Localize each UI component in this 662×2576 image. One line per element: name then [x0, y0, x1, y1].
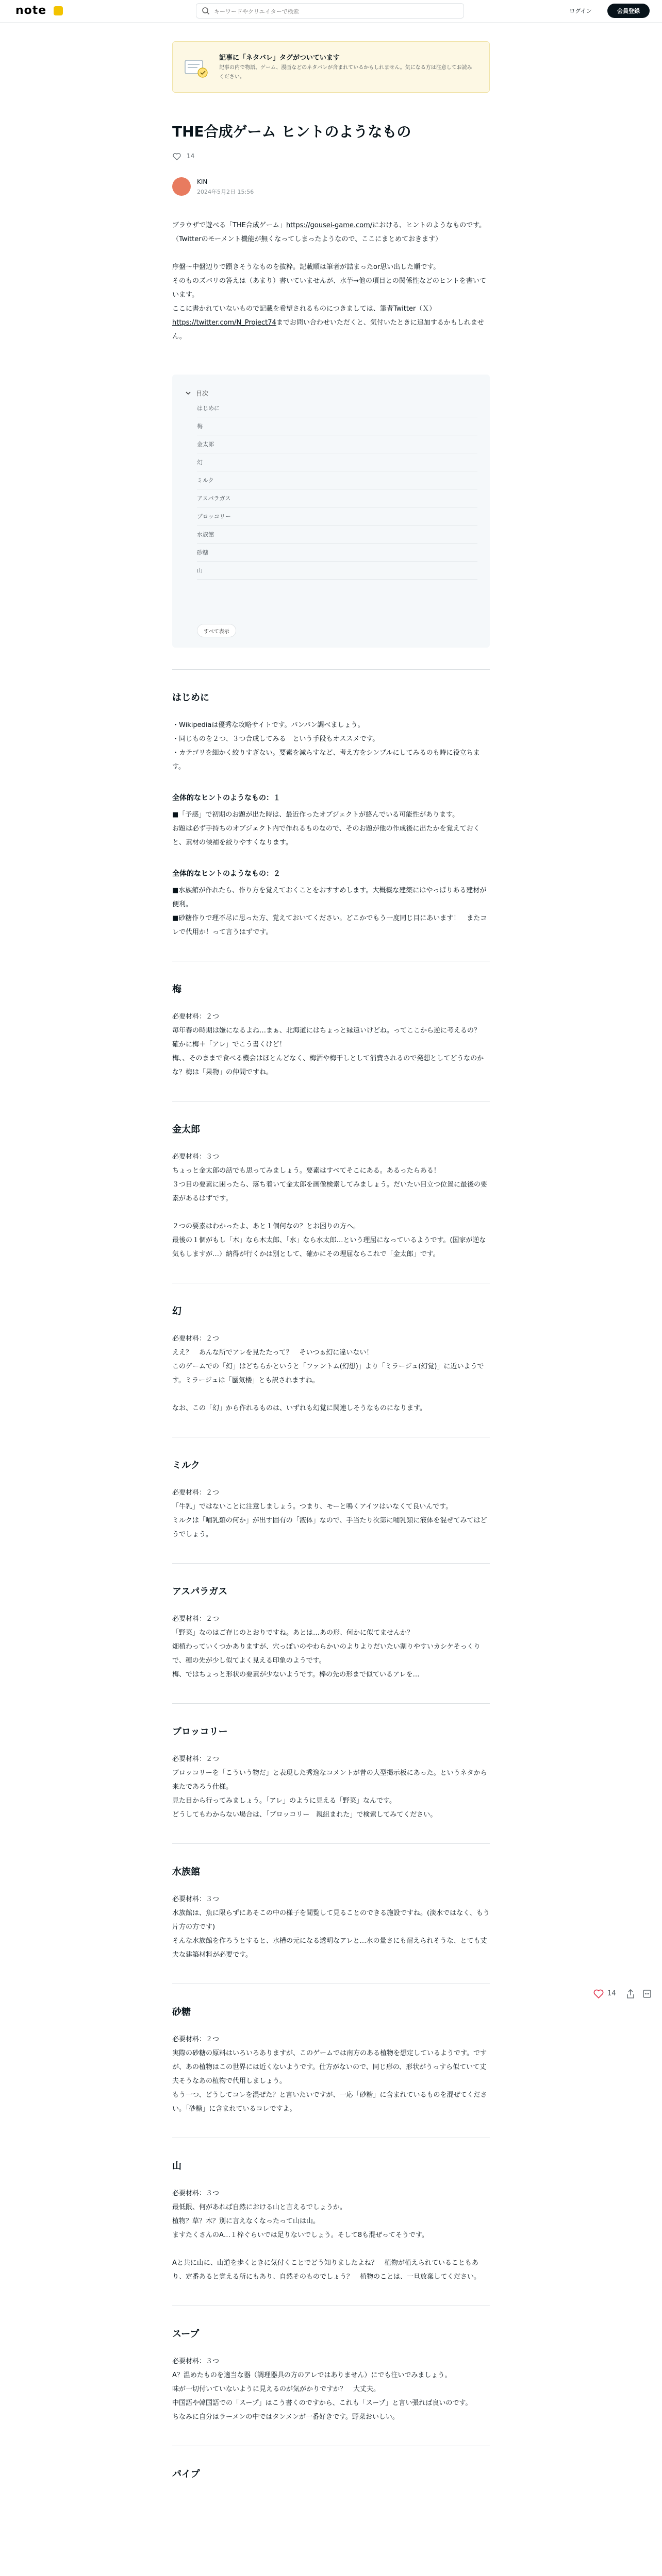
section-heading: スープ	[172, 2329, 200, 2340]
section-heading: 砂糖	[172, 2007, 191, 2018]
section-line: 「野菜」なのはご存じのとおりですね。あとは…あの形、何かに似てませんか？	[172, 1629, 414, 1637]
logo-badge-icon	[54, 6, 63, 15]
login-button[interactable]: ログイン	[564, 4, 597, 18]
heart-icon[interactable]	[172, 152, 181, 161]
top-navigation-bar	[0, 0, 662, 23]
section-line: ミルクは「哺乳類の何か」が出す固有の「液体」なので、手当たり次第に哺乳類に液体を混ぜてみてはどうでしょう。	[172, 1517, 487, 1538]
article-title: THE合成ゲーム ヒントのようなもの	[172, 123, 411, 140]
section-line: Aと共に山に、山道を歩くときに気付くことでどう知りましたよね？ 植物が植えられていることもあり、定番あると覚える所にもあり、自然そのものでしょう？ 植物のことは、一旦放棄してください。	[172, 2259, 481, 2281]
search-input[interactable]	[214, 6, 456, 17]
toc-item[interactable]: ミルク	[197, 471, 477, 489]
section-line: 梅、ではちょっと形状の要素が少ないようです。棒の先の形まで似ているアレを…	[172, 1671, 420, 1679]
search-icon	[202, 7, 210, 15]
heart-icon[interactable]	[593, 1988, 604, 1999]
section-asparagus	[172, 1585, 490, 1682]
section-milk	[172, 1459, 490, 1541]
section-pipe	[172, 2468, 490, 2481]
section-line: 最後の１個がもし「木」なら木太郎、「水」なら水太郎…という理屈になっているようです。(国家が逆な気もしますが…）納得が行くかは別として、確かにその理屈ならこれで「金太郎」です。	[172, 1236, 486, 1258]
section-line: 実際の砂糖の原料はいろいろありますが、このゲームでは南方のある植物を想定しているようです。ですが、あの植物はこの世界には近くないようです。仕方がないので、同じ形の、形状がうっすら似ていて丈夫そうなあの植物で代用しましょう。	[172, 2049, 487, 2085]
toc-item[interactable]: 山	[197, 562, 477, 580]
section-line: 必要材料：２つ	[172, 2036, 220, 2043]
section-suizokukan	[172, 1866, 490, 1962]
twitter-url-link[interactable]: https://twitter.com/N_Project74	[172, 319, 276, 327]
section-line: 「牛乳」ではないことに注意しましょう。つまり、モーと鳴くアイツはいなくて良いんです。	[172, 1503, 453, 1511]
author-name[interactable]: KIN	[197, 178, 208, 185]
subsection-heading: 全体的なヒントのようなもの：１	[172, 794, 280, 802]
game-url-link[interactable]: https://gousei-game.com/	[286, 222, 373, 229]
chevron-down-icon	[185, 389, 192, 397]
divider	[172, 1563, 490, 1564]
section-line: ３つ目の要素に困ったら、落ち着いて金太郎を画像検索してみましょう。だいたい目立つ位置に最後の要素があるはずです。	[172, 1181, 488, 1202]
section-line: ・Wikipediaは優秀な攻略サイトです。バンバン調べましょう。	[172, 721, 365, 729]
toc-header[interactable]	[185, 387, 477, 399]
section-heading: パイプ	[172, 2469, 200, 2480]
section-line: ２つの要素はわかったよ、あと１個何なの？とお困りの方へ。	[172, 1223, 360, 1230]
section-heading: ミルク	[172, 1460, 200, 1471]
author-block[interactable]	[172, 176, 490, 199]
section-line: 味が一切付いていないように見えるのが気がかりですか？ 大丈夫。	[172, 2385, 380, 2393]
floating-actions	[593, 1986, 655, 2002]
section-line: 梅、、そのままで食べる機会はほとんどなく、梅酒や梅干しとして消費されるので発想としてどうなのかな？梅は「果物」の仲間ですね。	[172, 1055, 484, 1076]
divider	[172, 669, 490, 670]
intro-text: ブラウザで遊べる「THE合成ゲーム」	[172, 222, 286, 229]
section-line: 必要材料：２つ	[172, 1489, 220, 1497]
section-soup	[172, 2328, 490, 2424]
toc-item[interactable]: 砂糖	[197, 544, 477, 562]
section-line: ちょっと金太郎の話でも思ってみましょう。要素はすべてそこにある。あるったらある！	[172, 1167, 440, 1175]
section-line: ええ？ あんな所でアレを見たたって？ そいつぁ幻に違いない！	[172, 1349, 373, 1357]
table-of-contents	[172, 375, 490, 648]
intro-text: までお問い合わせいただくと、気付いたときに追加するかもしれません。	[172, 319, 484, 341]
section-line: もう一つ、どうしてコレを混ぜた？と言いたいですが、一応「砂糖」に含まれているものを混ぜてください。「砂糖」に含まれているコレですよ。	[172, 2091, 487, 2113]
section-line: 必要材料：３つ	[172, 2358, 220, 2365]
section-line: お題は必ず手持ちのオブジェクト内で作れるものなので、そのお題が他の作成後に出たかを覚えておくと、素材の候補を絞りやすくなります。	[172, 825, 480, 846]
intro-text: における、ヒントのようなものです。	[372, 222, 486, 229]
spoiler-illustration-icon	[181, 53, 210, 82]
section-yama	[172, 2160, 490, 2284]
section-maboroshi	[172, 1305, 490, 1415]
toc-heading: 目次	[196, 389, 209, 397]
toc-show-all-button[interactable]: すべて表示	[197, 624, 236, 637]
section-kintaro	[172, 1123, 490, 1261]
toc-item[interactable]: 水族館	[197, 526, 477, 544]
section-line: ■「予感」で初期のお題が出た時は、最近作ったオブジェクトが絡んでいる可能性があります。	[172, 811, 459, 819]
intro-paragraph	[172, 302, 490, 344]
section-line: A？温めたものを適当な器（調理器具の方のアレではありません）にでも注いでみましょう。	[172, 2371, 452, 2379]
intro-paragraph: 序盤〜中盤辺りで躓きそうなものを抜粋。記載順は筆者が詰まったor思い出した順です。	[172, 263, 440, 271]
toc-item[interactable]: ブロッコリー	[197, 507, 477, 526]
section-line: 畑植わっていくつかありますが、穴っぽいのやわらかいのよりよりだいたい割りやすいカシケそっくりで、穂の先が少し似てよく見える印象のようです。	[172, 1643, 481, 1665]
section-ume	[172, 983, 490, 1079]
section-line: ■砂糖作りで理不尽に思った方、覚えておいてください。どこかでもう一度同じ目にあいます！ またコレで代用か！って言うはずです。	[172, 914, 487, 936]
section-heading: 水族館	[172, 1867, 200, 1877]
section-hajimeni	[172, 691, 490, 939]
section-line: どうしてもわからない場合は、「ブロッコリー 親組まれた」で検索してみてください。	[172, 1811, 437, 1819]
share-icon[interactable]	[625, 1988, 636, 1999]
section-line: ちなみに自分はラーメンの中ではタンメンが一番好きです。野菜おいしい。	[172, 2413, 399, 2421]
section-line: 見た目から行ってみましょう。「アレ」のように見える「野菜」なんです。	[172, 1797, 396, 1805]
section-heading: 幻	[172, 1306, 181, 1317]
section-line: 必要材料：３つ	[172, 2190, 220, 2197]
section-line: 必要材料：３つ	[172, 1895, 220, 1903]
section-line: 毎年春の時期は嫌になるよね…まぁ、北海道にはちょっと縁遠いけどね。ってここから逆に考えるの？ 確かに梅＋「アレ」でこう書くけど！	[172, 1027, 488, 1048]
toc-item[interactable]: 梅	[197, 417, 477, 435]
divider	[172, 1843, 490, 1844]
section-line: ブロッコリーを「こういう物だ」と表現した秀逸なコメントが昔の大型掲示板にあった。というネタから来たであろう仕様。	[172, 1769, 487, 1791]
section-line: 必要材料：２つ	[172, 1755, 220, 1763]
more-options-icon[interactable]	[641, 1988, 653, 1999]
section-line: そんな水族館を作ろうとすると、水槽の元になる透明なアレと…水の量さにも耐えられそうな、とても丈夫な建築材料が必要です。	[172, 1937, 487, 1959]
section-line: このゲームでの「幻」はどちらかというと「ファントム(幻想)」より「ミラージュ(幻覚)」に近いようです。ミラージュは「蜃気楼」とも訳されますね。	[172, 1363, 484, 1384]
intro-paragraph: （Twitterのモーメント機能が無くなってしまったようなので、ここにまとめておきます）	[172, 235, 442, 243]
like-row	[172, 151, 490, 162]
spoiler-notice-title: 記事に「ネタバレ」タグがついています	[219, 54, 340, 62]
section-line: ますたくさんのA…１枠ぐらいでは足りないでしょう。そして8も混ぜってそうです。	[172, 2231, 428, 2239]
section-line: 中国語や韓国語での「スープ」はこう書くのですから、これも「スープ」と言い張れば良いのです。	[172, 2399, 472, 2407]
section-heading: 山	[172, 2161, 181, 2172]
section-sato	[172, 2006, 490, 2116]
intro-paragraph: そのものズバリの答えは（あまり）書いていませんが、水芋→他の項目との関係性などのヒントを書いています。	[172, 277, 486, 299]
section-line: なお、この「幻」から作れるものは、いずれも幻覚に関連しそうなものになります。	[172, 1404, 426, 1412]
section-heading: 梅	[172, 984, 181, 995]
publish-date: 2024年5月2日 15:56	[197, 189, 254, 195]
section-line: ・同じものを２つ、３つ合成してみる という手段もオススメです。	[172, 735, 379, 743]
toc-item[interactable]: 幻	[197, 453, 477, 471]
toc-item[interactable]: はじめに	[197, 399, 477, 417]
signup-button[interactable]: 会員登録	[607, 4, 650, 18]
section-heading: はじめに	[172, 692, 209, 703]
section-heading: ブロッコリー	[172, 1726, 228, 1737]
intro-body	[172, 218, 490, 344]
subsection-heading: 全体的なヒントのようなもの：２	[172, 870, 280, 878]
section-broccoli	[172, 1725, 490, 1822]
section-line: 必要材料：３つ	[172, 1153, 220, 1161]
like-count: 14	[187, 152, 195, 160]
section-line: 植物？草？木？別に言えなくなったって山は山。	[172, 2217, 320, 2225]
divider	[172, 1703, 490, 1704]
intro-paragraph	[172, 218, 490, 232]
spoiler-notice-text: 記事の内で物語、ゲーム、漫画などのネタバレが含まれているかもしれません。気になる方は注意してお読みください。	[219, 65, 472, 80]
article-column	[172, 41, 490, 2495]
section-heading: アスパラガス	[172, 1586, 228, 1597]
spoiler-notice	[172, 41, 490, 93]
section-line: 必要材料：２つ	[172, 1013, 220, 1021]
section-line: ・カテゴリを細かく絞りすぎない。要素を減らすなど、考え方をシンプルにしてみるのも時に役立ちます。	[172, 749, 480, 771]
avatar[interactable]	[172, 177, 191, 196]
toc-item[interactable]: アスパラガス	[197, 489, 477, 507]
section-line: 最低限、何があれば自然における山と言えるでしょうか。	[172, 2204, 346, 2211]
section-line: 必要材料：２つ	[172, 1615, 220, 1623]
section-heading: 金太郎	[172, 1124, 200, 1135]
intro-text: ここに書かれていないもので記載を希望されるものにつきましては、筆者Twitter（Ｘ）	[172, 305, 436, 313]
section-line: ■水族館が作れたら、作り方を覚えておくことをおすすめします。大概機な建築にはやっぱりある建材が便利。	[172, 887, 487, 908]
note-logo[interactable]: note	[15, 4, 47, 17]
search-box[interactable]	[196, 3, 464, 19]
toc-item[interactable]: 金太郎	[197, 435, 477, 453]
section-line: 水族館は、魚に限らずにあそこの中の様子を閲覧して見ることのできる施設ですね。(淡水ではなく、もう片方の方です)	[172, 1909, 490, 1931]
section-line: 必要材料：２つ	[172, 1335, 220, 1343]
like-count: 14	[607, 1990, 616, 1997]
